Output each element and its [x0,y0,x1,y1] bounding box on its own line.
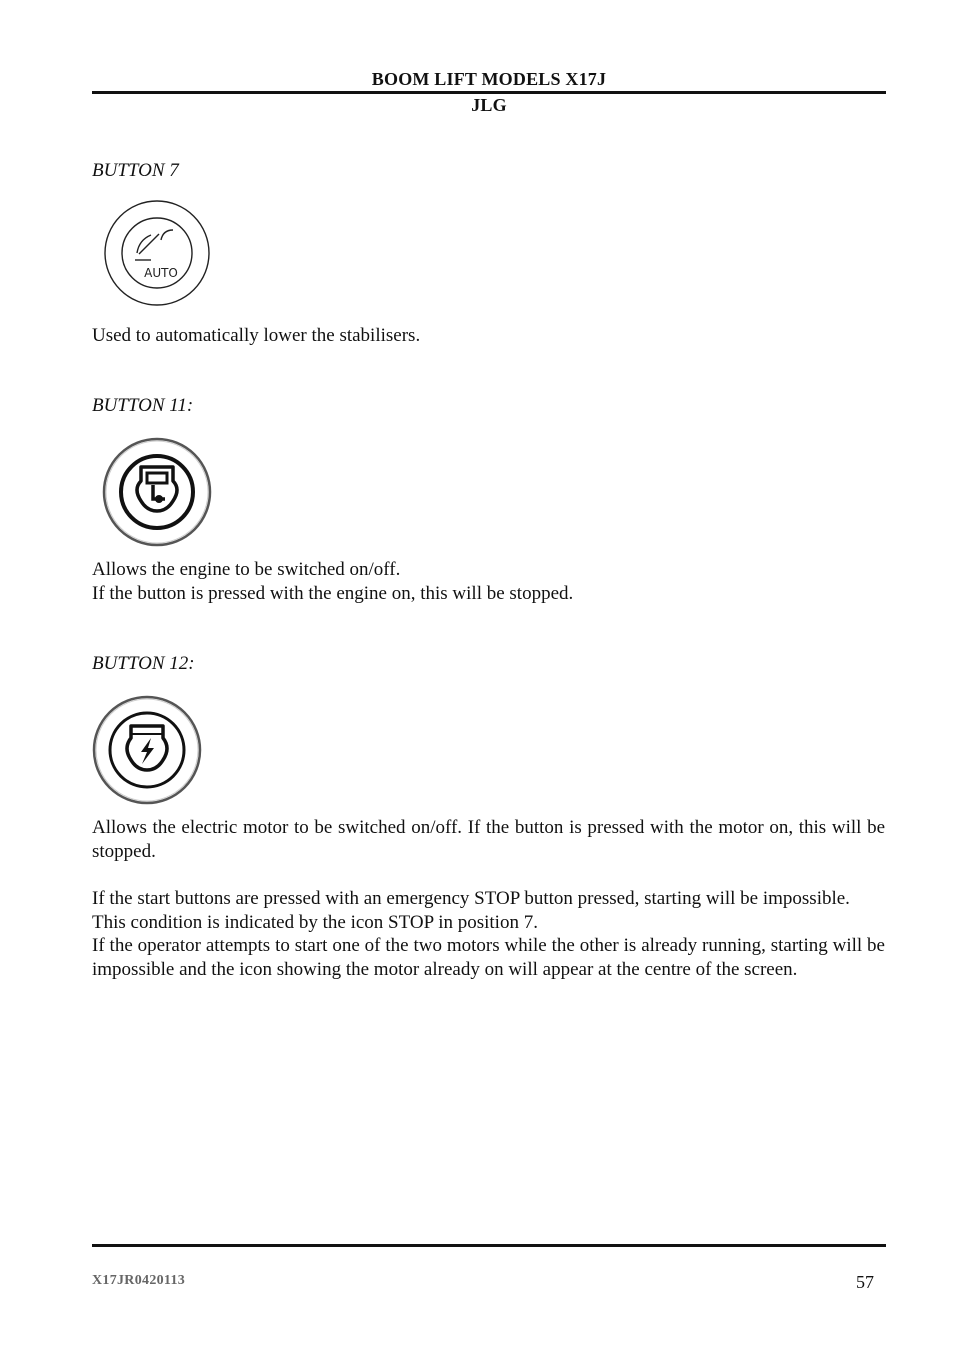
engine-icon [101,437,213,549]
note-stop-icon: This condition is indicated by the icon STOP in position 7. [92,911,538,933]
button-11-description [92,558,885,605]
button-7-text: Used to automatically lower the stabilisers. [92,325,421,346]
note-emergency-stop: If the start buttons are pressed with an emergency STOP button pressed, starting will be impossible. [92,888,850,909]
button-11-text-2: If the button is pressed with the engine on, this will be stopped. [92,582,574,604]
document-code: X17JR0420113 [92,1273,186,1288]
document-title: BOOM LIFT MODELS X17J [371,69,607,89]
button-11-text-1: Allows the engine to be switched on/off. [92,559,401,580]
note-both-motors: If the operator attempts to start one of the two motors while the other is already running, starting will be impossible and the icon showing the motor already on will appear at the centre of the screen. [92,935,885,980]
electric-motor-icon [91,694,203,806]
brand-name: JLG [471,95,507,115]
button-12-text: Allows the electric motor to be switched on/off. If the button is pressed with the motor on, this will be stopped. [92,817,885,862]
button-12-description [92,816,885,863]
page-number: 57 [856,1272,874,1292]
auto-icon-text: AUTO [144,266,178,280]
button-7-description [92,324,885,348]
footer-divider [92,1244,886,1247]
start-conditions-notes [92,887,885,981]
button-12-label: BUTTON 12: [92,653,195,674]
button-11-label: BUTTON 11: [92,395,194,416]
button-7-label: BUTTON 7 [92,160,179,181]
auto-stabiliser-icon [103,200,211,308]
page-header [92,68,886,90]
